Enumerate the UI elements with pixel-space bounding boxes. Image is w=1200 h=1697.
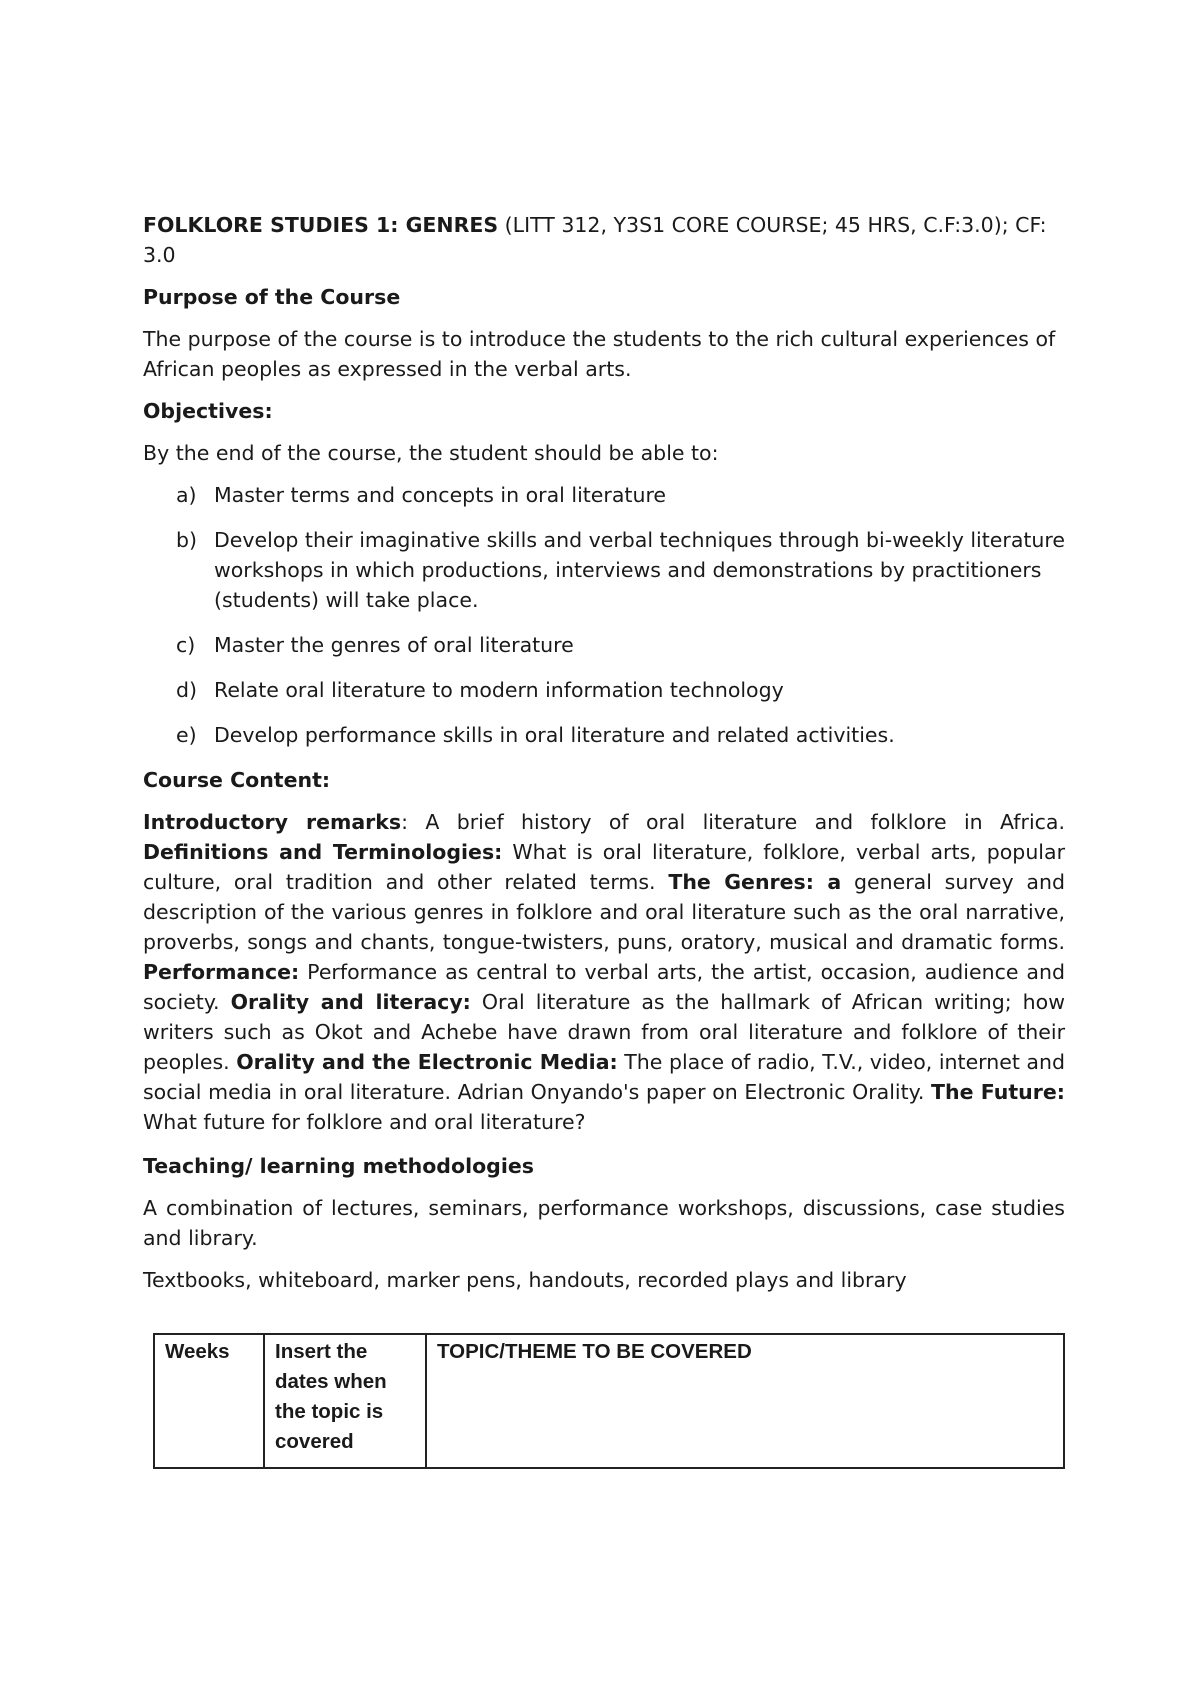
content-text-future: What future for folklore and oral literature?: [143, 1110, 586, 1134]
content-label-intro: Introductory remarks: [143, 810, 402, 834]
content-text-electronic-media: The place of radio, T.V., video, internet and social media in oral literature. Adrian Onyando's paper on Electronic Orality.: [143, 1050, 1065, 1104]
content-label-orality-literacy: Orality and literacy:: [230, 990, 471, 1014]
objectives-list: [143, 480, 1065, 750]
objective-text: Develop performance skills in oral literature and related activities.: [214, 723, 895, 747]
objective-marker: d): [176, 678, 198, 702]
content-text-definitions: What is oral literature, folklore, verbal arts, popular culture, oral tradition and other related terms.: [143, 840, 1065, 894]
objectives-heading: Objectives:: [143, 399, 273, 423]
objective-text: Develop their imaginative skills and verbal techniques through bi-weekly literature workshops in which productions, interviews and demonstrations by practitioners (students) will take place.: [214, 528, 1066, 612]
content-label-performance: Performance:: [143, 960, 300, 984]
schedule-header-row: [154, 1334, 1064, 1468]
objective-text: Master the genres of oral literature: [214, 633, 574, 657]
objective-item: [143, 480, 1065, 510]
objective-item: [143, 630, 1065, 660]
content-label-electronic-media: Orality and the Electronic Media:: [236, 1050, 618, 1074]
content-text-intro: : A brief history of oral literature and folklore in Africa.: [401, 810, 1065, 834]
content-text-genres: general survey and description of the various genres in folklore and oral literature such as the oral narrative, proverbs, songs and chants, tongue-twisters, puns, oratory, musical and dramatic forms.: [143, 870, 1065, 954]
objective-text: Relate oral literature to modern information technology: [214, 678, 784, 702]
content-text-orality-literacy: Oral literature as the hallmark of African writing; how writers such as Okot and Achebe have drawn from oral literature and folklore of their peoples.: [143, 990, 1065, 1074]
objective-marker: c): [176, 633, 196, 657]
purpose-text: The purpose of the course is to introduce the students to the rich cultural experiences of African peoples as expressed in the verbal arts.: [143, 327, 1056, 381]
content-label-genres: The Genres: a: [668, 870, 842, 894]
content-label-future: The Future:: [931, 1080, 1065, 1104]
content-text-performance: Performance as central to verbal arts, the artist, occasion, audience and society.: [143, 960, 1065, 1014]
course-title: [143, 210, 1065, 270]
objective-item: [143, 525, 1065, 615]
objective-item: [143, 720, 1065, 750]
objective-item: [143, 675, 1065, 705]
objective-text: Master terms and concepts in oral literature: [214, 483, 667, 507]
objective-marker: e): [176, 723, 197, 747]
header-weeks: Weeks: [154, 1334, 264, 1468]
methodologies-text: A combination of lectures, seminars, performance workshops, discussions, case studies and library.: [143, 1196, 1065, 1250]
document-body: [143, 210, 1065, 1307]
course-content-heading: Course Content:: [143, 768, 331, 792]
objective-marker: b): [176, 528, 198, 552]
content-label-definitions: Definitions and Terminologies:: [143, 840, 503, 864]
objective-marker: a): [176, 483, 197, 507]
header-topic: TOPIC/THEME TO BE COVERED: [426, 1334, 1064, 1468]
objectives-intro: By the end of the course, the student should be able to:: [143, 441, 719, 465]
schedule-table: [153, 1333, 1065, 1469]
materials-text: Textbooks, whiteboard, marker pens, handouts, recorded plays and library: [143, 1268, 907, 1292]
methodologies-heading: Teaching/ learning methodologies: [143, 1154, 534, 1178]
purpose-heading: Purpose of the Course: [143, 285, 401, 309]
course-title-bold: FOLKLORE STUDIES 1: GENRES: [143, 213, 499, 237]
course-title-details: (LITT 312, Y3S1 CORE COURSE; 45 HRS, C.F:3.0); CF: 3.0: [143, 213, 1047, 267]
header-dates: Insert the dates when the topic is covered: [264, 1334, 426, 1468]
course-content-text: [143, 807, 1065, 1137]
